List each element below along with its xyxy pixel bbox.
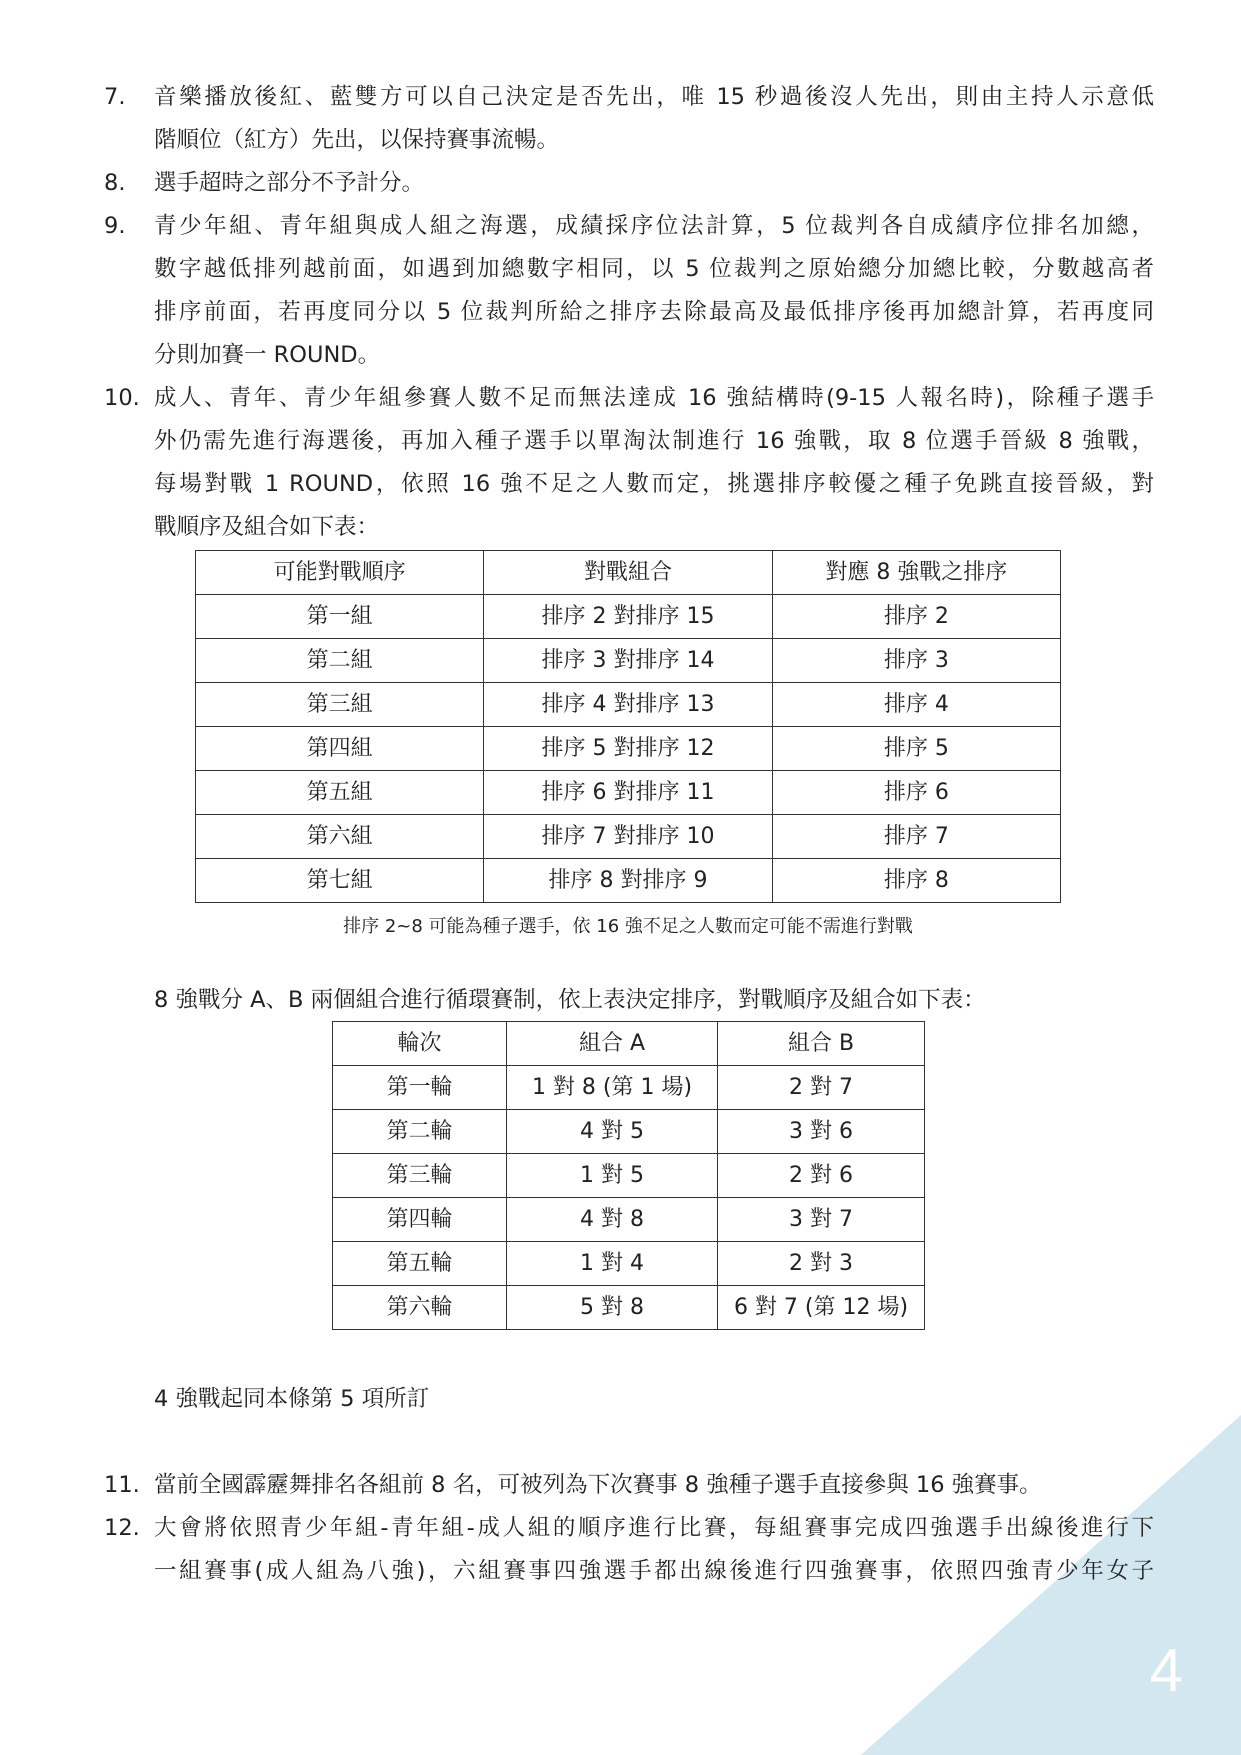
table-cell: 第五組	[196, 771, 484, 815]
table-cell: 排序 4	[772, 683, 1060, 727]
table-cell: 排序 7	[772, 815, 1060, 859]
rule-item-11	[104, 1464, 1154, 1507]
table-note: 排序 2~8 可能為種子選手，依 16 強不足之人數而定可能不需進行對戰	[343, 916, 913, 937]
table-cell: 2 對 7	[718, 1066, 925, 1110]
table-row	[196, 727, 1061, 771]
table-row	[196, 595, 1061, 639]
item-line: 每場對戰 1 ROUND，依照 16 強不足之人數而定，挑選排序較優之種子免跳直接晉級，對	[154, 471, 1154, 497]
table-cell: 3 對 6	[718, 1110, 925, 1154]
header-cell: 對戰組合	[484, 551, 772, 595]
table-cell: 排序 5 對排序 12	[484, 727, 772, 771]
table-cell: 6 對 7 (第 12 場)	[718, 1286, 925, 1330]
table-cell: 第一組	[196, 595, 484, 639]
item-line: 青少年組、青年組與成人組之海選，成績採序位法計算，5 位裁判各自成績序位排名加總，	[154, 213, 1154, 239]
table-row	[333, 1154, 925, 1198]
rule-item-8	[104, 162, 1154, 205]
table-cell: 第三組	[196, 683, 484, 727]
table-cell: 4 對 5	[507, 1110, 718, 1154]
table-cell: 第六輪	[333, 1286, 507, 1330]
table-cell: 第二組	[196, 639, 484, 683]
table-cell: 排序 2	[772, 595, 1060, 639]
rule-item-9	[104, 205, 1154, 377]
item-number: 12.	[104, 1515, 140, 1541]
table-row	[196, 771, 1061, 815]
table-cell: 2 對 6	[718, 1154, 925, 1198]
item-number: 10.	[104, 385, 140, 411]
table-header-row	[196, 551, 1061, 595]
item-line: 分則加賽一 ROUND。	[154, 342, 381, 368]
header-cell: 組合 A	[507, 1022, 718, 1066]
page-number: 4	[1149, 1637, 1183, 1704]
table-row	[333, 1110, 925, 1154]
table-cell: 2 對 3	[718, 1242, 925, 1286]
table-cell: 5 對 8	[507, 1286, 718, 1330]
table-row	[333, 1066, 925, 1110]
table-cell: 排序 6	[772, 771, 1060, 815]
table-row	[196, 683, 1061, 727]
table-cell: 1 對 5	[507, 1154, 718, 1198]
item-line: 大會將依照青少年組-青年組-成人組的順序進行比賽，每組賽事完成四強選手出線後進行下	[154, 1515, 1154, 1541]
match-order-table	[195, 550, 1061, 903]
table-cell: 第七組	[196, 859, 484, 903]
item-number: 11.	[104, 1472, 140, 1498]
item-line: 一組賽事(成人組為八強)，六組賽事四強選手都出線後進行四強賽事，依照四強青少年女子	[154, 1558, 1154, 1584]
table-header-row	[333, 1022, 925, 1066]
table-cell: 4 對 8	[507, 1198, 718, 1242]
table-cell: 第二輪	[333, 1110, 507, 1154]
rule-item-10	[104, 377, 1154, 549]
table-cell: 3 對 7	[718, 1198, 925, 1242]
header-cell: 可能對戰順序	[196, 551, 484, 595]
item-number: 9.	[104, 213, 126, 239]
item-line: 戰順序及組合如下表：	[154, 514, 380, 540]
item-line: 選手超時之部分不予計分。	[154, 170, 425, 196]
table-cell: 排序 3	[772, 639, 1060, 683]
item-line: 成人、青年、青少年組參賽人數不足而無法達成 16 強結構時(9-15 人報名時)，除種子選手	[154, 385, 1154, 411]
table-cell: 排序 8	[772, 859, 1060, 903]
table-cell: 第三輪	[333, 1154, 507, 1198]
item-line: 數字越低排列越前面，如遇到加總數字相同，以 5 位裁判之原始總分加總比較，分數越高者	[154, 256, 1154, 282]
table-row	[196, 815, 1061, 859]
table-cell: 排序 8 對排序 9	[484, 859, 772, 903]
table-cell: 排序 5	[772, 727, 1060, 771]
table-cell: 1 對 8 (第 1 場)	[507, 1066, 718, 1110]
table-cell: 第一輪	[333, 1066, 507, 1110]
header-cell: 對應 8 強戰之排序	[772, 551, 1060, 595]
header-cell: 組合 B	[718, 1022, 925, 1066]
item-line: 當前全國霹靂舞排名各組前 8 名，可被列為下次賽事 8 強種子選手直接參與 16 強賽事。	[154, 1472, 1042, 1498]
table-cell: 排序 7 對排序 10	[484, 815, 772, 859]
table-row	[333, 1198, 925, 1242]
table-cell: 第六組	[196, 815, 484, 859]
table-row	[333, 1286, 925, 1330]
table-cell: 第四組	[196, 727, 484, 771]
table-cell: 排序 6 對排序 11	[484, 771, 772, 815]
item-line: 階順位（紅方）先出，以保持賽事流暢。	[154, 127, 560, 153]
table-cell: 排序 3 對排序 14	[484, 639, 772, 683]
rule-item-7	[104, 76, 1154, 162]
table-cell: 排序 2 對排序 15	[484, 595, 772, 639]
item-line: 音樂播放後紅、藍雙方可以自己決定是否先出，唯 15 秒過後沒人先出，則由主持人示意低	[154, 84, 1154, 110]
header-cell: 輪次	[333, 1022, 507, 1066]
rule-item-12	[104, 1507, 1154, 1593]
table-row	[196, 859, 1061, 903]
table-row	[333, 1242, 925, 1286]
table-cell: 第四輪	[333, 1198, 507, 1242]
item-number: 8.	[104, 170, 126, 196]
semifinal-note: 4 強戰起同本條第 5 項所訂	[154, 1386, 430, 1412]
item-line: 外仍需先進行海選後，再加入種子選手以單淘汰制進行 16 強戰，取 8 位選手晉級 8 強戰，	[154, 428, 1154, 454]
item-line: 排序前面，若再度同分以 5 位裁判所給之排序去除最高及最低排序後再加總計算，若再度同	[154, 299, 1154, 325]
table-cell: 排序 4 對排序 13	[484, 683, 772, 727]
table-cell: 1 對 4	[507, 1242, 718, 1286]
item-number: 7.	[104, 84, 126, 110]
rules-list-bottom	[104, 1464, 1154, 1593]
table-cell: 第五輪	[333, 1242, 507, 1286]
rules-list-top	[104, 76, 1154, 549]
round-robin-table	[332, 1021, 925, 1330]
table-row	[196, 639, 1061, 683]
round-intro-text: 8 強戰分 A、B 兩個組合進行循環賽制，依上表決定排序，對戰順序及組合如下表：	[154, 987, 986, 1013]
